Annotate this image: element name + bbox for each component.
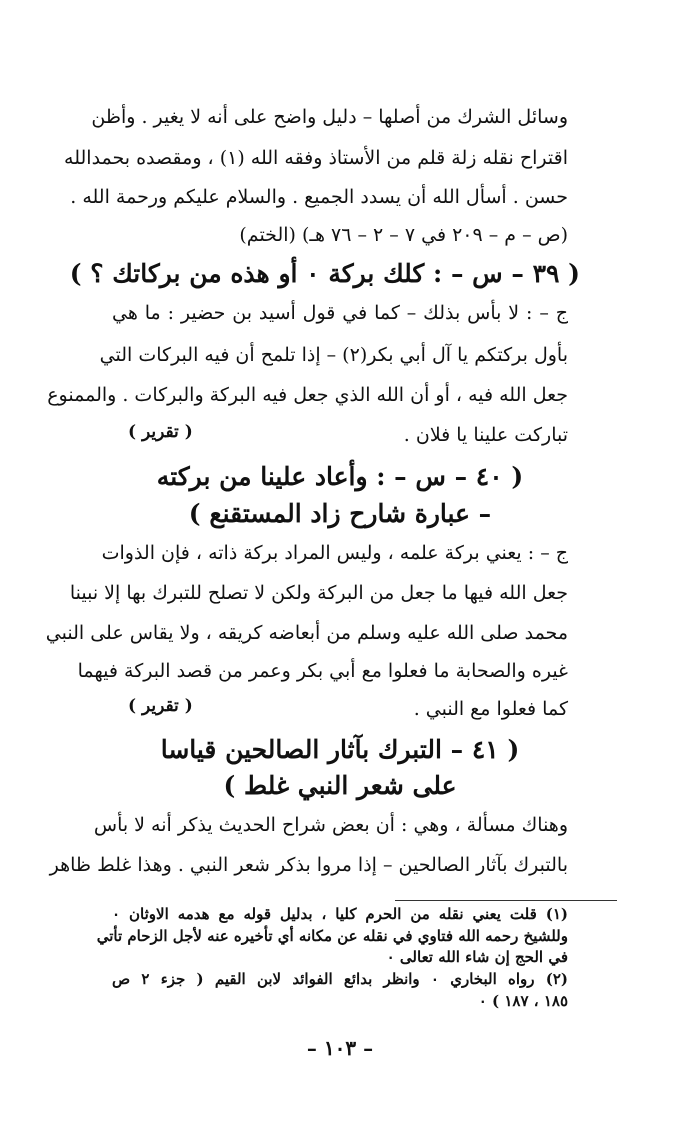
body-line: ج – : يعني بركة علمه ، وليس المراد بركة ذاته ، فإن الذوات: [101, 542, 568, 564]
body-line: ج – : لا بأس بذلك – كما في قول أسيد بن حضير : ما هي: [112, 302, 568, 324]
footnote-line: (١) قلت يعني نقله من الحرم كليا ، بدليل قوله مع هدمه الاوثان ٠: [112, 905, 568, 923]
body-line: غيره والصحابة ما فعلوا مع أبي بكر وعمر من قصد البركة فيهما: [77, 660, 568, 682]
footnote-line: في الحج إن شاء الله تعالى ٠: [386, 948, 568, 966]
footnote-line: وللشيخ رحمه الله فتاوي في نقله عن مكانه أي تأخيره عنه لأجل الزحام تأتي: [96, 927, 568, 945]
body-line: وهناك مسألة ، وهي : أن بعض شراح الحديث يذكر أنه لا بأس: [93, 814, 568, 836]
source-tag: ( تقرير ): [128, 696, 193, 716]
body-line: تباركت علينا يا فلان .: [403, 424, 568, 446]
section-39-heading: ( ٣٩ – س – : كلك بركة ٠ أو هذه من بركاتك ؟ ): [69, 259, 580, 288]
body-line: بالتبرك بآثار الصالحين – إذا مروا بذكر شعر النبي . وهذا غلط ظاهر: [49, 854, 568, 876]
body-line: اقتراح نقله زلة قلم من الأستاذ وفقه الله (١) ، ومقصده بحمدالله: [64, 147, 568, 169]
body-line: وسائل الشرك من أصلها – دليل واضح على أنه لا يغير . وأظن: [91, 106, 568, 128]
footnote-divider: [395, 900, 617, 901]
section-40-heading: ( ٤٠ – س – : وأعاد علينا من بركته: [156, 462, 524, 491]
section-41-heading-line2: على شعر النبي غلط ): [223, 771, 457, 800]
section-41-heading: ( ٤١ – التبرك بآثار الصالحين قياسا: [160, 735, 520, 764]
page-number: – ١٠٣ –: [306, 1036, 374, 1060]
body-line: محمد صلى الله عليه وسلم من أبعاضه كريقه ، ولا يقاس على النبي: [45, 622, 568, 644]
footnote-line: (٢) رواه البخاري ٠ وانظر بدائع الفوائد لابن القيم ( جزء ٢ ص: [112, 970, 569, 988]
section-40-heading-line2: – عبارة شارح زاد المستقنع ): [188, 499, 492, 528]
source-tag: ( تقرير ): [128, 422, 193, 442]
body-line: بأول بركتكم يا آل أبي بكر(٢) – إذا تلمح أن فيه البركات التي: [99, 344, 568, 366]
body-line: جعل الله فيها ما جعل من البركة ولكن لا تصلح للتبرك بها إلا نبينا: [69, 582, 568, 604]
body-line: كما فعلوا مع النبي .: [413, 698, 568, 720]
footnote-line: ١٨٥ ، ١٨٧ ) ٠: [478, 992, 568, 1010]
body-line: حسن . أسأل الله أن يسدد الجميع . والسلام عليكم ورحمة الله .: [70, 186, 568, 208]
body-line: جعل الله فيه ، أو أن الله الذي جعل فيه البركة والبركات . والممنوع: [47, 384, 568, 406]
reference-line: (ص – م – ٢٠٩ في ٧ – ٢ – ٧٦ هـ) (الختم): [239, 224, 568, 246]
